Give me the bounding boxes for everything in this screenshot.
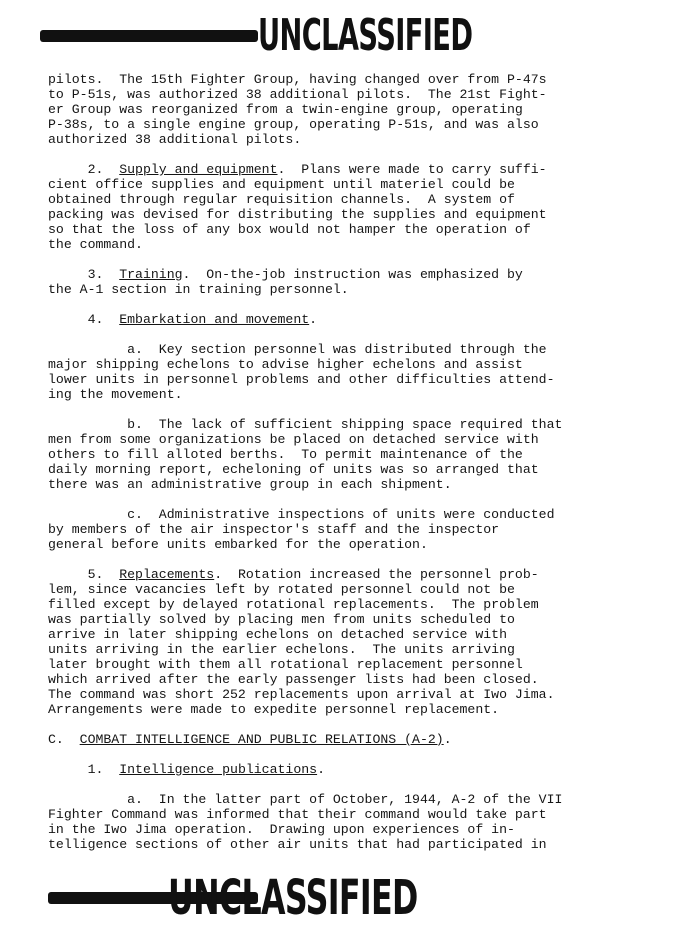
text-line: obtained through regular requisition channels. A system of	[48, 192, 515, 207]
heading-trailing-text: . Plans were made to carry suffi-	[277, 162, 547, 177]
text-line: ing the movement.	[48, 387, 183, 402]
text-line: Fighter Command was informed that their command would take part	[48, 807, 547, 822]
section-heading: Replacements	[119, 567, 215, 582]
text-line: was partially solved by placing men from units scheduled to	[48, 612, 515, 627]
text-line: others to fill alloted berths. To permit maintenance of the	[48, 447, 523, 462]
body-paragraph	[48, 792, 648, 852]
section-heading: Training	[119, 267, 183, 282]
text-line: The command was short 252 replacements upon arrival at Iwo Jima.	[48, 687, 555, 702]
section-heading: COMBAT INTELLIGENCE AND PUBLIC RELATIONS (A-2)	[79, 732, 444, 747]
text-line: in the Iwo Jima operation. Drawing upon experiences of in-	[48, 822, 515, 837]
heading-trailing-text: . On-the-job instruction was emphasized by	[182, 267, 523, 282]
text-line: P-38s, to a single engine group, operating P-51s, and was also	[48, 117, 539, 132]
body-paragraph	[48, 72, 648, 147]
text-line: b. The lack of sufficient shipping space required that	[48, 417, 563, 432]
section-paragraph	[48, 312, 648, 327]
body-paragraph	[48, 507, 648, 552]
section-heading: Intelligence publications	[119, 762, 318, 777]
text-line: lower units in personnel problems and other difficulties attend-	[48, 372, 555, 387]
text-line: which arrived after the early passenger lists had been closed.	[48, 672, 539, 687]
text-line: a. Key section personnel was distributed through the	[48, 342, 547, 357]
text-line: men from some organizations be placed on detached service with	[48, 432, 539, 447]
text-line: pilots. The 15th Fighter Group, having changed over from P-47s	[48, 72, 547, 87]
text-line: packing was devised for distributing the supplies and equipment	[48, 207, 547, 222]
classification-label: UNCLASSIFIED	[258, 10, 473, 61]
text-line: units arriving in the earlier echelons. The units arriving	[48, 642, 515, 657]
heading-line	[48, 267, 648, 282]
text-line: there was an administrative group in each shipment.	[48, 477, 452, 492]
section-paragraph	[48, 762, 648, 777]
text-line: telligence sections of other air units that had participated in	[48, 837, 547, 852]
section-paragraph	[48, 267, 648, 297]
section-heading: Supply and equipment	[119, 162, 278, 177]
section-number: 4.	[48, 312, 120, 327]
text-line: major shipping echelons to advise higher echelons and assist	[48, 357, 523, 372]
text-line: daily morning report, echeloning of units was so arranged that	[48, 462, 539, 477]
classification-label: UNCLASSIFIED	[168, 870, 418, 926]
heading-line	[48, 162, 648, 177]
section-number: 3.	[48, 267, 120, 282]
body-paragraph	[48, 342, 648, 402]
section-number: 1.	[48, 762, 120, 777]
heading-trailing-text: .	[443, 732, 452, 747]
text-line: arrive in later shipping echelons on detached service with	[48, 627, 507, 642]
text-line: filled except by delayed rotational replacements. The problem	[48, 597, 539, 612]
section-number: 5.	[48, 567, 120, 582]
text-line: the command.	[48, 237, 143, 252]
heading-line	[48, 732, 648, 747]
section-paragraph	[48, 732, 648, 747]
redaction-bar	[40, 30, 258, 42]
text-line: er Group was reorganized from a twin-engine group, operating	[48, 102, 523, 117]
document-body	[48, 72, 648, 867]
section-number: 2.	[48, 162, 120, 177]
text-line: by members of the air inspector's staff and the inspector	[48, 522, 500, 537]
text-line: Arrangements were made to expedite personnel replacement.	[48, 702, 500, 717]
heading-trailing-text: .	[309, 312, 318, 327]
classification-stamp-top	[0, 0, 690, 70]
text-line: lem, since vacancies left by rotated personnel could not be	[48, 582, 515, 597]
text-line: a. In the latter part of October, 1944, A-2 of the VII	[48, 792, 563, 807]
text-line: c. Administrative inspections of units were conducted	[48, 507, 555, 522]
heading-line	[48, 762, 648, 777]
heading-line	[48, 567, 648, 582]
text-line: later brought with them all rotational replacement personnel	[48, 657, 523, 672]
heading-trailing-text: .	[317, 762, 326, 777]
section-paragraph	[48, 162, 648, 252]
body-paragraph	[48, 417, 648, 492]
text-line: general before units embarked for the operation.	[48, 537, 428, 552]
text-line: to P-51s, was authorized 38 additional pilots. The 21st Fight-	[48, 87, 547, 102]
heading-line	[48, 312, 648, 327]
text-line: the A-1 section in training personnel.	[48, 282, 349, 297]
text-line: so that the loss of any box would not hamper the operation of	[48, 222, 531, 237]
section-number: C.	[48, 732, 80, 747]
classification-stamp-bottom	[0, 868, 690, 926]
section-paragraph	[48, 567, 648, 717]
text-line: authorized 38 additional pilots.	[48, 132, 302, 147]
heading-trailing-text: . Rotation increased the personnel prob-	[214, 567, 539, 582]
section-heading: Embarkation and movement	[119, 312, 310, 327]
text-line: cient office supplies and equipment until materiel could be	[48, 177, 515, 192]
